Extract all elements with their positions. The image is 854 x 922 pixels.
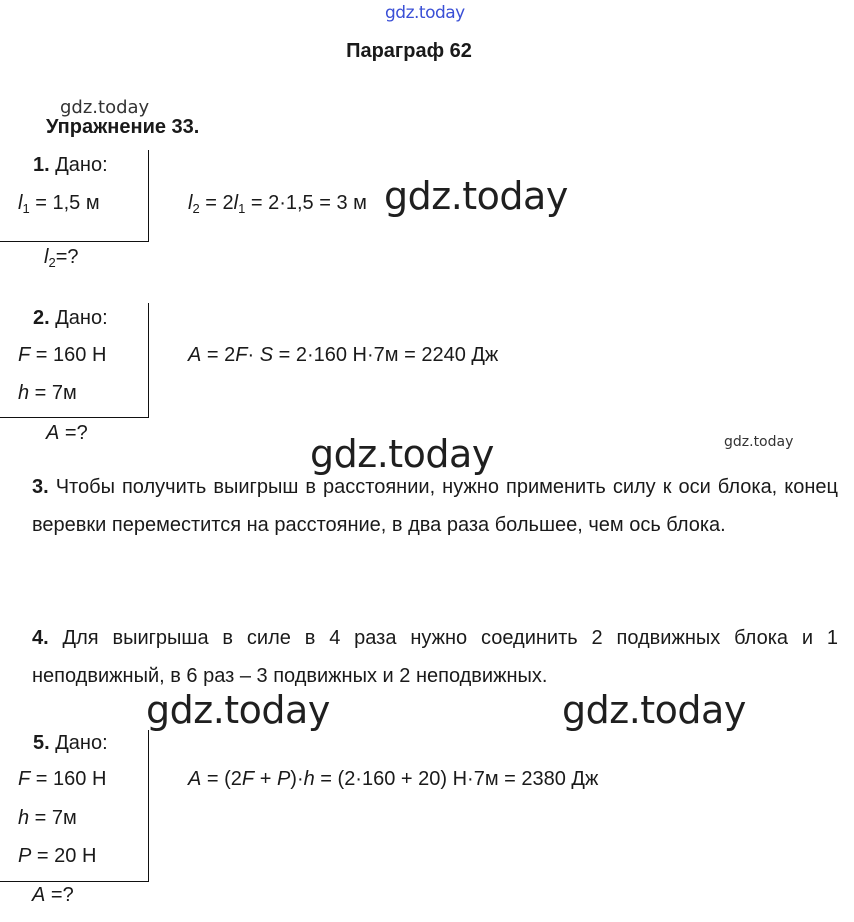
watermark-big-1: gdz.today [384, 174, 568, 218]
problem-number: 2. [33, 307, 50, 329]
given-weight: P = 20 Н [18, 845, 97, 867]
solution-formula: $l_2 = 2l_1 = 2\cdot 1,5 = 3$ м [188, 192, 367, 216]
find-value: $l_2=$? [44, 246, 79, 270]
problem-number: 1. [33, 154, 50, 176]
watermark-top: gdz.today [385, 3, 465, 23]
watermark-big-2: gdz.today [310, 432, 494, 476]
given-label: Дано: [55, 307, 108, 329]
given-heading [33, 154, 108, 177]
given-heading [33, 307, 108, 330]
given-l1: $l_1 = 1,5$ м [18, 192, 100, 216]
watermark-big-4: gdz.today [562, 688, 746, 732]
find-value: A =? [32, 884, 74, 906]
given-divider-horizontal [0, 241, 149, 242]
watermark-small-1: gdz.today [60, 97, 150, 118]
given-divider-vertical [148, 303, 149, 418]
problem-number: 5. [33, 732, 50, 754]
problem-3 [32, 468, 838, 544]
watermark-big-3: gdz.today [146, 688, 330, 732]
exercise-title: Упражнение 33. [46, 116, 200, 138]
given-heading [33, 732, 108, 755]
given-force: F = 160 Н [18, 768, 107, 790]
given-divider-horizontal [0, 881, 149, 882]
given-height: h = 7м [18, 807, 77, 829]
given-height: h = 7м [18, 382, 77, 404]
page-title: Параграф 62 [346, 40, 472, 62]
problem-4 [32, 619, 838, 695]
problem-number: 4. [32, 627, 49, 649]
given-divider-horizontal [0, 417, 149, 418]
given-label: Дано: [55, 732, 108, 754]
problem-text: Для выигрыша в силе в 4 раза нужно соединить 2 подвижных блока и 1 неподвижный, в 6 раз – 3 подвижных и 2 неподвижных. [32, 627, 838, 687]
watermark-small-2: gdz.today [724, 434, 794, 450]
solution-formula: A = (2F + P)·h = (2·160 + 20) Н·7м = 2380 Дж [188, 768, 599, 790]
solution-formula: A = 2F· S = 2·160 Н·7м = 2240 Дж [188, 344, 499, 366]
given-force: F = 160 Н [18, 344, 107, 366]
find-value: A =? [46, 422, 88, 444]
given-divider-vertical [148, 150, 149, 242]
problem-text: Чтобы получить выигрыш в расстоянии, нужно применить силу к оси блока, конец веревки переместится на расстояние, в два раза большее, чем ось блока. [32, 476, 838, 536]
problem-number: 3. [32, 476, 49, 498]
given-label: Дано: [55, 154, 108, 176]
given-divider-vertical [148, 730, 149, 882]
